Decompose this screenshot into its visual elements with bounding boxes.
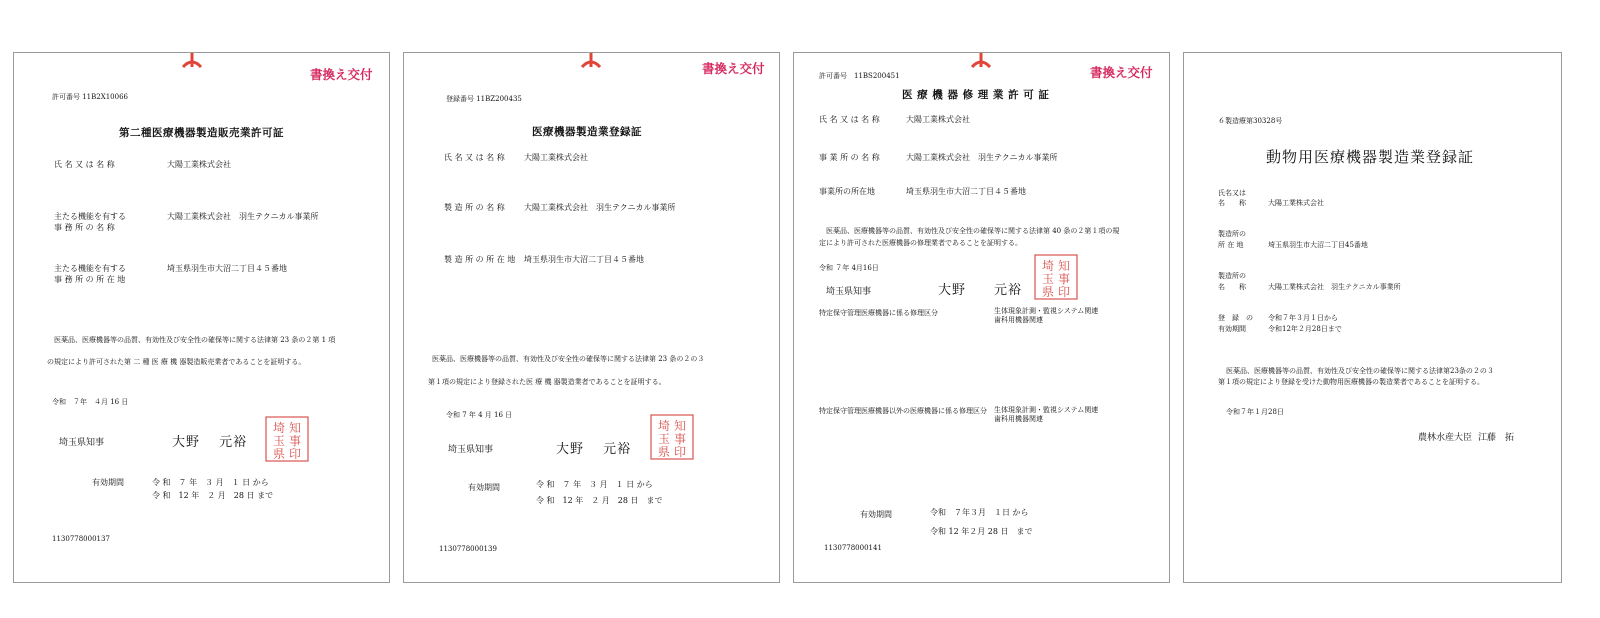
seal-glyph: 事 bbox=[674, 432, 687, 446]
certification-text: 第１項の規定により登録された医 療 機 器製造業者であることを証明する。 bbox=[428, 378, 666, 386]
field-label: 製 造 所 の 名 称 bbox=[444, 203, 505, 212]
registration-validity-label: 有効期間 bbox=[1218, 325, 1246, 333]
validity-label: 有効期間 bbox=[468, 483, 500, 492]
validity-label: 有効期間 bbox=[860, 510, 892, 519]
issuer-signature: 大野 元裕 bbox=[172, 435, 248, 450]
reissue-stamp: 書換え交付 bbox=[702, 61, 765, 76]
license-number: 許可番号 11BS200451 bbox=[819, 72, 900, 80]
seal-glyph: 事 bbox=[289, 434, 302, 448]
certification-text: 医薬品、医療機器等の品質、有効性及び安全性の確保等に関する法律第 23 条の２の３ bbox=[432, 355, 705, 363]
field-label: 製造所の bbox=[1218, 272, 1246, 280]
seal-glyph: 埼 bbox=[1042, 259, 1055, 273]
official-seal-icon bbox=[265, 416, 309, 462]
field-label: 事 務 所 の 所 在 地 bbox=[54, 275, 126, 284]
serial-number: 1130778000139 bbox=[439, 545, 497, 553]
validity-from: 令 和 ７ 年 ３ 月 １ 日 から bbox=[152, 478, 269, 487]
validity-from: 令 和 ７ 年 ３ 月 １ 日 から bbox=[536, 480, 653, 489]
license-document-1 bbox=[13, 52, 390, 583]
field-label: 所 在 地 bbox=[1218, 241, 1244, 249]
field-label: 事業所の所在地 bbox=[819, 187, 875, 196]
official-seal-icon bbox=[650, 414, 694, 460]
seal-glyph: 知 bbox=[1058, 259, 1071, 273]
registration-number: ６製造療第30328号 bbox=[1218, 117, 1283, 125]
license-number: 許可番号 11B2X10066 bbox=[52, 93, 128, 101]
seal-glyph: 玉 bbox=[273, 434, 286, 448]
registration-validity-label: 登 録 の bbox=[1218, 314, 1253, 322]
issuer-label: 埼玉県知事 bbox=[448, 445, 494, 455]
seal-glyph: 県 bbox=[658, 445, 671, 459]
certification-text: 医薬品、医療機器等の品質、有効性及び安全性の確保等に関する法律第23条の２の３ bbox=[1226, 367, 1494, 375]
field-value: 大陽工業株式会社 羽生テクニカル事業所 bbox=[1268, 283, 1401, 291]
field-label: 製造所の bbox=[1218, 230, 1246, 238]
field-value: 埼玉県羽生市大沼二丁目４５番地 bbox=[524, 255, 644, 264]
issuer-label: 埼玉県知事 bbox=[59, 438, 105, 448]
field-label: 事 業 所 の 名 称 bbox=[819, 153, 880, 162]
seal-glyph: 玉 bbox=[1042, 272, 1055, 286]
field-value: 大陽工業株式会社 bbox=[524, 153, 588, 162]
field-value: 大陽工業株式会社 羽生テクニカル事業所 bbox=[906, 153, 1058, 162]
validity-to: 令和 12 年２月 28 日 まで bbox=[930, 527, 1033, 536]
certification-text: 医薬品、医療機器等の品質、有効性及び安全性の確保等に関する法律第 40 条の２第１項の規 bbox=[826, 227, 1120, 235]
field-label: 氏 名 又 は 名 称 bbox=[54, 160, 115, 169]
repair-category-value: 歯科用機器関連 bbox=[994, 316, 1043, 324]
field-label: 氏 名 又 は 名 称 bbox=[444, 153, 505, 162]
issuer-label: 農林水産大臣 bbox=[1418, 433, 1473, 443]
certification-text: 第１項の規定により登録を受けた動物用医療機器の製造業者であることを証明する。 bbox=[1218, 378, 1484, 386]
seal-glyph: 知 bbox=[674, 419, 687, 433]
field-value: 埼玉県羽生市大沼二丁目４５番地 bbox=[167, 264, 287, 273]
serial-number: 1130778000137 bbox=[52, 535, 110, 543]
field-value: 埼玉県羽生市大沼二丁目４５番地 bbox=[906, 187, 1026, 196]
seal-glyph: 印 bbox=[674, 445, 687, 459]
seal-glyph: 県 bbox=[1042, 285, 1055, 299]
certification-text: 定により許可された医療機器の修理業者であることを証明する。 bbox=[819, 239, 1022, 247]
reissue-stamp: 書換え交付 bbox=[310, 67, 373, 82]
issuer-signature: 大野 元裕 bbox=[556, 442, 632, 457]
field-label: 氏名又は bbox=[1218, 189, 1246, 197]
certification-text: 医薬品、医療機器等の品質、有効性及び安全性の確保等に関する法律第 23 条の２第 1 項 bbox=[54, 336, 336, 344]
field-value: 大陽工業株式会社 bbox=[906, 115, 970, 124]
issue-date: 令和 ７年 4月16日 bbox=[819, 264, 879, 272]
field-label: 氏 名 又 は 名 称 bbox=[819, 115, 880, 124]
validity-label: 有効期間 bbox=[92, 478, 124, 487]
official-seal-icon bbox=[1034, 254, 1078, 300]
repair-category-value: 生体現象計測・監視システム関連 bbox=[994, 307, 1099, 315]
field-label: 事 務 所 の 名 称 bbox=[54, 223, 115, 232]
repair-category-label: 特定保守管理医療機器以外の医療機器に係る修理区分 bbox=[819, 407, 987, 415]
license-document-3 bbox=[793, 52, 1170, 583]
license-document-2 bbox=[403, 52, 780, 583]
field-value: 大陽工業株式会社 bbox=[167, 160, 231, 169]
field-label: 主たる機能を有する bbox=[54, 212, 126, 221]
prefecture-emblem-icon bbox=[966, 52, 996, 69]
field-value: 大陽工業株式会社 羽生テクニカル事業所 bbox=[524, 203, 676, 212]
serial-number: 1130778000141 bbox=[824, 544, 882, 552]
field-value: 大陽工業株式会社 羽生テクニカル事業所 bbox=[167, 212, 319, 221]
license-document-4 bbox=[1183, 52, 1562, 583]
reissue-stamp: 書換え交付 bbox=[1090, 65, 1153, 80]
document-title: 第二種医療機器製造販売業許可証 bbox=[119, 127, 284, 139]
registration-validity-from: 令和７年３月１日から bbox=[1268, 314, 1338, 322]
issuer-label: 埼玉県知事 bbox=[826, 287, 872, 297]
registration-validity-to: 令和12年２月28日まで bbox=[1268, 325, 1342, 333]
field-value: 大陽工業株式会社 bbox=[1268, 199, 1324, 207]
certification-text: の規定により許可された第 二 種 医 療 機 器製造販売業者であることを証明する。 bbox=[47, 358, 306, 366]
document-title: 動物用医療機器製造業登録証 bbox=[1266, 148, 1475, 166]
registration-number: 登録番号 11BZ200435 bbox=[446, 95, 522, 103]
validity-from: 令和 ７年３月 １日 から bbox=[930, 508, 1029, 517]
field-label: 名 称 bbox=[1218, 199, 1246, 207]
field-value: 埼玉県羽生市大沼二丁目45番地 bbox=[1268, 241, 1368, 249]
document-title: 医 療 機 器 修 理 業 許 可 証 bbox=[902, 89, 1050, 101]
prefecture-emblem-icon bbox=[576, 52, 606, 69]
seal-glyph: 知 bbox=[289, 421, 302, 435]
seal-glyph: 埼 bbox=[273, 421, 286, 435]
issuer-signature: 江藤 拓 bbox=[1478, 433, 1515, 443]
seal-glyph: 事 bbox=[1058, 272, 1071, 286]
repair-category-label: 特定保守管理医療機器に係る修理区分 bbox=[819, 309, 938, 317]
seal-glyph: 埼 bbox=[658, 419, 671, 433]
repair-category-value: 生体現象計測・監視システム関連 bbox=[994, 406, 1099, 414]
field-label: 主たる機能を有する bbox=[54, 264, 126, 273]
issue-date: 令和 7 年 4 月 16 日 bbox=[446, 411, 513, 419]
prefecture-emblem-icon bbox=[177, 52, 207, 69]
issue-date: 令和 ７年 ４月 16 日 bbox=[52, 398, 129, 406]
validity-to: 令 和 12 年 ２ 月 28 日 まで bbox=[536, 496, 663, 505]
seal-glyph: 印 bbox=[289, 447, 302, 461]
seal-glyph: 玉 bbox=[658, 432, 671, 446]
issuer-signature: 大野 元裕 bbox=[938, 283, 1023, 298]
document-title: 医療機器製造業登録証 bbox=[532, 126, 642, 138]
repair-category-value: 歯科用機器関連 bbox=[994, 415, 1043, 423]
validity-to: 令 和 12 年 ２ 月 28 日 まで bbox=[152, 491, 274, 500]
seal-glyph: 県 bbox=[273, 447, 286, 461]
issue-date: 令和７年１月28日 bbox=[1226, 408, 1284, 416]
field-label: 製 造 所 の 所 在 地 bbox=[444, 255, 516, 264]
seal-glyph: 印 bbox=[1058, 285, 1071, 299]
field-label: 名 称 bbox=[1218, 283, 1246, 291]
